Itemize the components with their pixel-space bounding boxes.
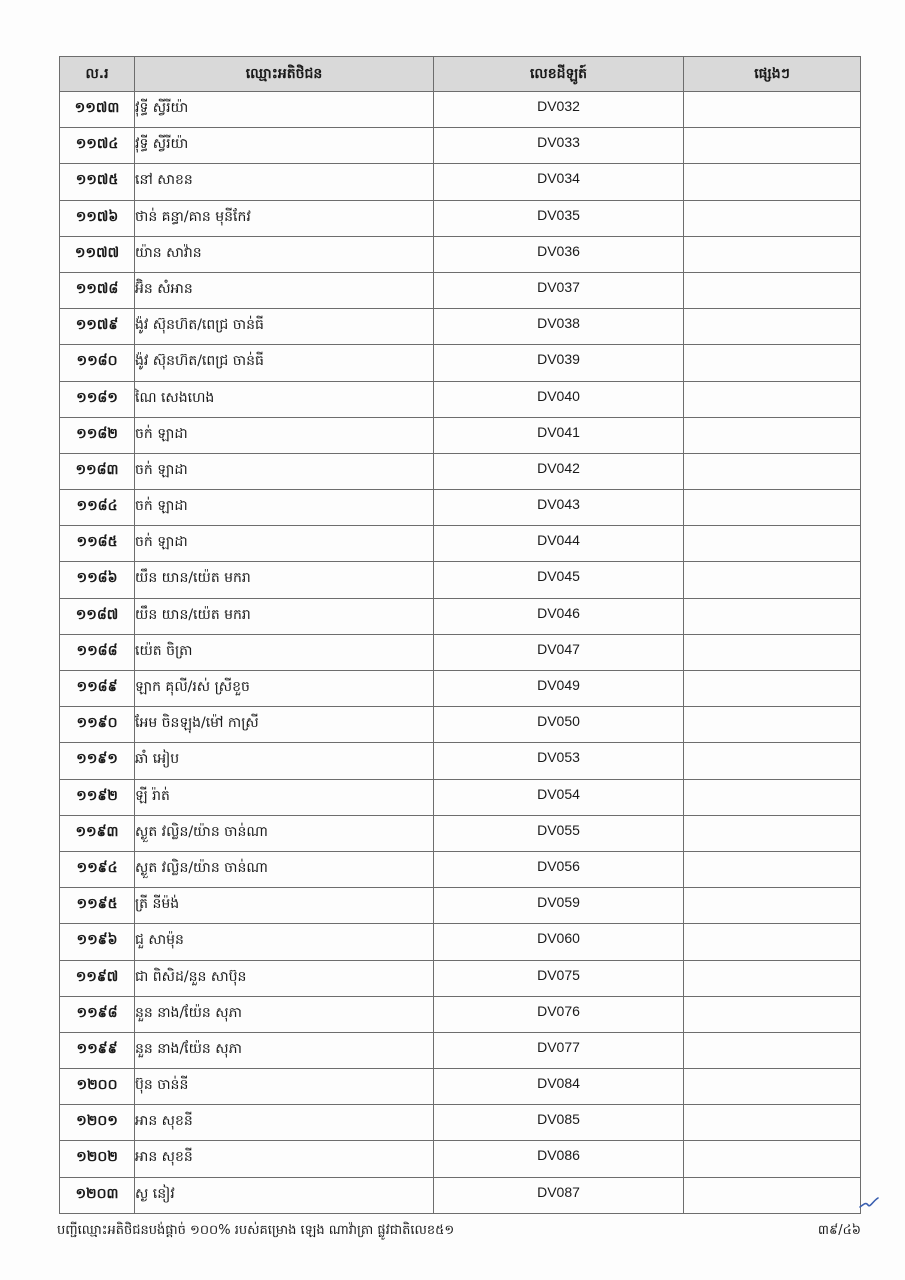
table-row (60, 888, 861, 924)
customer-name: ង៉ូវ ស៊ុនហ៊ត/ពេជ្រ ចាន់ធី (135, 345, 434, 381)
table-row (60, 779, 861, 815)
other-note (684, 236, 861, 272)
customer-name: យ៉ាន សាវ៉ាន (135, 236, 434, 272)
lot-code: DV050 (434, 707, 684, 743)
customer-name: យឹន យាន/យ៉េត មករា (135, 562, 434, 598)
customer-name: នួន នាង/យ៉ែន សុភា (135, 1032, 434, 1068)
table-row (60, 1141, 861, 1177)
customer-name: យ៉េត ចិត្រា (135, 634, 434, 670)
customer-name: អ៊ិន សំអាន (135, 272, 434, 308)
table-row (60, 200, 861, 236)
row-number: ១១៨៩ (60, 671, 135, 707)
customer-name: ស្ងួត វល្លិន/យ៉ាន ចាន់ណា (135, 815, 434, 851)
customer-name: ត្រី នីម៉ង់ (135, 888, 434, 924)
footer-caption: បញ្ជីឈ្មោះអតិថិជនបង់ផ្តាច់ ១០០% របស់គម្រោង ឡេង ណាវ៉ាត្រា ផ្លូវជាតិលេខ៥១ (57, 1223, 455, 1238)
lot-code: DV060 (434, 924, 684, 960)
row-number: ១១៩១ (60, 743, 135, 779)
row-number: ១១៧៤ (60, 128, 135, 164)
header-no: ល.រ (60, 57, 135, 92)
other-note (684, 200, 861, 236)
customer-name: ឆាំ អៀប (135, 743, 434, 779)
other-note (684, 924, 861, 960)
lot-code: DV076 (434, 996, 684, 1032)
customer-name: ចក់ ឡាដា (135, 526, 434, 562)
other-note (684, 1141, 861, 1177)
row-number: ១១៨០ (60, 345, 135, 381)
customer-name: វុទ្ធី ស្វីរីយ៉ា (135, 128, 434, 164)
other-note (684, 996, 861, 1032)
table-row (60, 851, 861, 887)
page-number: ៣៩/៤៦ (817, 1223, 861, 1238)
row-number: ១១៧៣ (60, 92, 135, 128)
row-number: ១១៨៤ (60, 490, 135, 526)
table-row (60, 309, 861, 345)
row-number: ១១៩៥ (60, 888, 135, 924)
customer-name: ចក់ ឡាដា (135, 490, 434, 526)
row-number: ១១៨៧ (60, 598, 135, 634)
lot-code: DV084 (434, 1069, 684, 1105)
table-row (60, 562, 861, 598)
table-row (60, 417, 861, 453)
other-note (684, 1069, 861, 1105)
row-number: ១១៩៩ (60, 1032, 135, 1068)
table-row (60, 1177, 861, 1213)
table-row (60, 671, 861, 707)
lot-code: DV077 (434, 1032, 684, 1068)
table-row (60, 236, 861, 272)
lot-code: DV085 (434, 1105, 684, 1141)
row-number: ១១៩៣ (60, 815, 135, 851)
table-row (60, 453, 861, 489)
other-note (684, 960, 861, 996)
row-number: ១១៨៣ (60, 453, 135, 489)
table-row (60, 272, 861, 308)
lot-code: DV047 (434, 634, 684, 670)
row-number: ១១៨៨ (60, 634, 135, 670)
table-row (60, 815, 861, 851)
customer-name: វុទ្ធី ស្វីរីយ៉ា (135, 92, 434, 128)
other-note (684, 128, 861, 164)
customer-name: ចក់ ឡាដា (135, 417, 434, 453)
lot-code: DV038 (434, 309, 684, 345)
customer-name: ស្ងួត វល្លិន/យ៉ាន ចាន់ណា (135, 851, 434, 887)
table-row (60, 128, 861, 164)
lot-code: DV044 (434, 526, 684, 562)
customer-name: ជួ សាម៉ុន (135, 924, 434, 960)
other-note (684, 671, 861, 707)
customer-name: យឹន យាន/យ៉េត មករា (135, 598, 434, 634)
row-number: ១១៧៦ (60, 200, 135, 236)
table-row (60, 1032, 861, 1068)
lot-code: DV037 (434, 272, 684, 308)
customer-table (59, 56, 861, 1214)
table-row (60, 490, 861, 526)
other-note (684, 381, 861, 417)
other-note (684, 888, 861, 924)
table-row (60, 598, 861, 634)
lot-code: DV049 (434, 671, 684, 707)
customer-name: ឡាក គុលី/រស់ ស្រីខួច (135, 671, 434, 707)
other-note (684, 345, 861, 381)
customer-name: ប៊ុន ចាន់នី (135, 1069, 434, 1105)
table-row (60, 381, 861, 417)
other-note (684, 453, 861, 489)
row-number: ១១៩៧ (60, 960, 135, 996)
table-row (60, 164, 861, 200)
lot-code: DV046 (434, 598, 684, 634)
other-note (684, 309, 861, 345)
lot-code: DV039 (434, 345, 684, 381)
lot-code: DV056 (434, 851, 684, 887)
header-code: លេខដីឡូត៍ (434, 57, 684, 92)
row-number: ១១៨២ (60, 417, 135, 453)
other-note (684, 851, 861, 887)
row-number: ១២០៣ (60, 1177, 135, 1213)
table-body (60, 92, 861, 1214)
other-note (684, 92, 861, 128)
row-number: ១១៩០ (60, 707, 135, 743)
other-note (684, 272, 861, 308)
pen-mark-icon (858, 1196, 880, 1210)
lot-code: DV034 (434, 164, 684, 200)
lot-code: DV087 (434, 1177, 684, 1213)
row-number: ១១៩៦ (60, 924, 135, 960)
lot-code: DV086 (434, 1141, 684, 1177)
other-note (684, 1177, 861, 1213)
lot-code: DV059 (434, 888, 684, 924)
customer-name: នួន នាង/យ៉ែន សុភា (135, 996, 434, 1032)
other-note (684, 779, 861, 815)
lot-code: DV032 (434, 92, 684, 128)
row-number: ១១៩២ (60, 779, 135, 815)
table-row (60, 634, 861, 670)
row-number: ១១៧៨ (60, 272, 135, 308)
other-note (684, 634, 861, 670)
customer-name: ឡី រ៉ាត់ (135, 779, 434, 815)
customer-name: អែម ចិនឡុង/ម៉ៅ កាស្រី (135, 707, 434, 743)
other-note (684, 707, 861, 743)
table-row (60, 996, 861, 1032)
lot-code: DV053 (434, 743, 684, 779)
lot-code: DV075 (434, 960, 684, 996)
table-header-row (60, 57, 861, 92)
customer-name: អាន សុខនី (135, 1105, 434, 1141)
lot-code: DV033 (434, 128, 684, 164)
lot-code: DV035 (434, 200, 684, 236)
table-row (60, 707, 861, 743)
lot-code: DV036 (434, 236, 684, 272)
table-row (60, 960, 861, 996)
row-number: ១១៨៥ (60, 526, 135, 562)
other-note (684, 1032, 861, 1068)
table-row (60, 92, 861, 128)
other-note (684, 815, 861, 851)
header-other: ផ្សេងៗ (684, 57, 861, 92)
lot-code: DV055 (434, 815, 684, 851)
lot-code: DV042 (434, 453, 684, 489)
other-note (684, 526, 861, 562)
lot-code: DV054 (434, 779, 684, 815)
row-number: ១១៧៩ (60, 309, 135, 345)
table-row (60, 1069, 861, 1105)
other-note (684, 598, 861, 634)
other-note (684, 1105, 861, 1141)
customer-name: ជា ពិសិដ/នួន សាប៊ុន (135, 960, 434, 996)
row-number: ១២០០ (60, 1069, 135, 1105)
table-row (60, 526, 861, 562)
table-row (60, 345, 861, 381)
other-note (684, 743, 861, 779)
lot-code: DV041 (434, 417, 684, 453)
table-row (60, 924, 861, 960)
customer-name: នៅ សាខន (135, 164, 434, 200)
customer-name: ណៃ សេងហេង (135, 381, 434, 417)
other-note (684, 417, 861, 453)
row-number: ១១៧៧ (60, 236, 135, 272)
other-note (684, 562, 861, 598)
row-number: ១១៩៨ (60, 996, 135, 1032)
table-row (60, 743, 861, 779)
lot-code: DV043 (434, 490, 684, 526)
row-number: ១១៨១ (60, 381, 135, 417)
header-name: ឈ្មោះអតិថិជន (135, 57, 434, 92)
row-number: ១១៨៦ (60, 562, 135, 598)
customer-name: ស្ង នៀវ (135, 1177, 434, 1213)
other-note (684, 490, 861, 526)
row-number: ១២០១ (60, 1105, 135, 1141)
other-note (684, 164, 861, 200)
customer-name: ថាន់ គន្ធា/គាន មុនីកែវ (135, 200, 434, 236)
customer-name: ង៉ូវ ស៊ុនហ៊ត/ពេជ្រ ចាន់ធី (135, 309, 434, 345)
lot-code: DV040 (434, 381, 684, 417)
customer-name: ចក់ ឡាដា (135, 453, 434, 489)
row-number: ១១៧៥ (60, 164, 135, 200)
customer-name: អាន សុខនី (135, 1141, 434, 1177)
table-row (60, 1105, 861, 1141)
lot-code: DV045 (434, 562, 684, 598)
row-number: ១២០២ (60, 1141, 135, 1177)
row-number: ១១៩៤ (60, 851, 135, 887)
